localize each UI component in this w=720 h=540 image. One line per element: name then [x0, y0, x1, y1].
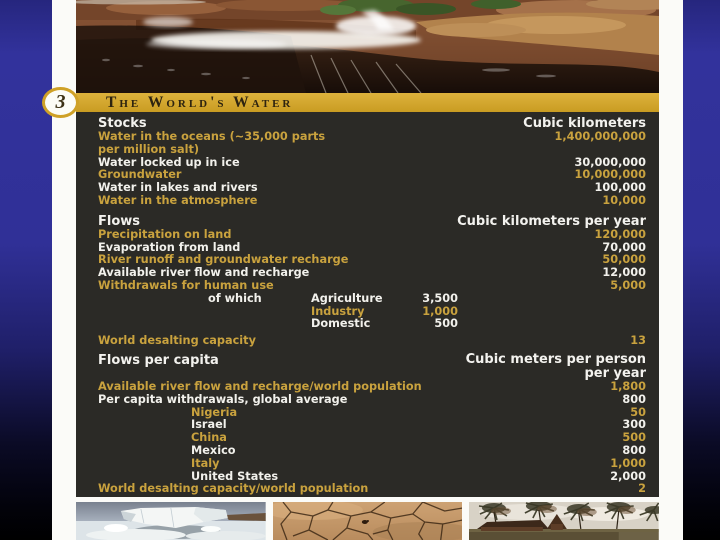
- slide-title: The World's Water: [106, 93, 294, 111]
- bottom-photo-strip: [76, 502, 659, 540]
- country-value: 500: [622, 431, 646, 445]
- country-value: 2,000: [610, 469, 646, 483]
- waterfall-photo-art: [76, 0, 659, 93]
- table-row: [98, 394, 646, 407]
- subrow-label: Industry: [311, 304, 365, 318]
- country-value: 300: [622, 418, 646, 432]
- table-row: [98, 335, 646, 348]
- row-value: 5,000: [610, 278, 646, 292]
- country-value: 800: [622, 443, 646, 457]
- palm-huts-photo: [469, 502, 659, 540]
- section-unit: [466, 353, 646, 381]
- subrow-prefix: of which: [208, 291, 262, 305]
- row-value: 30,000,000: [574, 155, 646, 169]
- country-label: United States: [191, 469, 279, 483]
- cracked-earth-photo: [273, 502, 463, 540]
- page-sheet: [52, 0, 683, 540]
- row-value: 100,000: [594, 181, 646, 195]
- stocks-section-header: [98, 116, 646, 131]
- section-unit: Cubic kilometers per year: [457, 213, 646, 229]
- water-data-table: [76, 112, 659, 497]
- subrow-label: Domestic: [311, 317, 371, 331]
- row-label: World desalting capacity/world population: [98, 482, 369, 496]
- section-title: Flows per capita: [98, 352, 219, 368]
- table-row: [98, 483, 646, 496]
- table-row: [98, 195, 646, 208]
- table-row: [98, 229, 646, 242]
- country-value: 1,000: [610, 456, 646, 470]
- row-label: Available river flow and recharge: [98, 266, 310, 280]
- row-value: 2: [638, 482, 646, 496]
- row-value: 12,000: [602, 266, 646, 280]
- palm-huts-photo-art: [469, 502, 659, 540]
- section-title: Stocks: [98, 116, 147, 131]
- country-label: Israel: [191, 418, 227, 432]
- country-label: China: [191, 431, 227, 445]
- country-row: [98, 458, 646, 471]
- row-label: Water in the atmosphere: [98, 193, 258, 207]
- country-label: Mexico: [191, 443, 236, 457]
- row-label: Water in the oceans (~35,000 parts per million salt): [98, 130, 326, 156]
- row-label: Evaporation from land: [98, 240, 241, 254]
- cracked-earth-photo-art: [273, 502, 463, 540]
- table-row: [98, 280, 646, 293]
- row-label: World desalting capacity: [98, 334, 256, 348]
- unit-line-1: Cubic meters per person: [465, 351, 646, 367]
- row-label: Per capita withdrawals, global average: [98, 392, 348, 406]
- row-value: 1,400,000,000: [554, 130, 646, 143]
- country-row: [98, 419, 646, 432]
- subrow-value: 500: [434, 317, 458, 331]
- subrow-value: 1,000: [422, 304, 458, 318]
- row-label: Available river flow and recharge/world population: [98, 379, 422, 393]
- waterfall-photo: [76, 0, 659, 93]
- row-value: 13: [630, 334, 646, 348]
- row-label: Water locked up in ice: [98, 155, 240, 169]
- iceberg-photo-art: [76, 502, 266, 540]
- country-row: [98, 407, 646, 420]
- country-label: Italy: [191, 456, 220, 470]
- table-subrow: [98, 306, 646, 319]
- row-label: Groundwater: [98, 168, 182, 182]
- country-row: [98, 432, 646, 445]
- section-title: Flows: [98, 213, 141, 229]
- subrow-label: Agriculture: [311, 291, 383, 305]
- subrow-value: 3,500: [422, 291, 458, 305]
- row-value: 800: [622, 392, 646, 406]
- page-content: [55, 0, 659, 540]
- table-subrow: [98, 318, 646, 331]
- row-value: 1,800: [610, 379, 646, 393]
- row-value: 70,000: [602, 240, 646, 254]
- row-value: 120,000: [594, 227, 646, 241]
- row-value: 10,000: [602, 193, 646, 207]
- table-row: [98, 131, 646, 157]
- country-label: Nigeria: [191, 405, 238, 419]
- row-label: Precipitation on land: [98, 227, 232, 241]
- flows-section-header: [98, 214, 646, 229]
- row-label: Water in lakes and rivers: [98, 181, 258, 195]
- per-capita-section-header: [98, 353, 646, 381]
- iceberg-photo: [76, 502, 266, 540]
- unit-line-2: per year: [584, 365, 646, 381]
- row-label: Withdrawals for human use: [98, 278, 274, 292]
- country-value: 50: [630, 405, 646, 419]
- row-value: 10,000,000: [574, 168, 646, 182]
- section-unit: Cubic kilometers: [523, 116, 646, 131]
- country-row: [98, 445, 646, 458]
- table-row: [98, 381, 646, 394]
- table-subrow: [98, 293, 646, 306]
- row-value: 50,000: [602, 253, 646, 267]
- chapter-number: 3: [55, 91, 66, 113]
- chapter-badge: [42, 87, 79, 118]
- title-banner: [55, 91, 659, 113]
- row-label: River runoff and groundwater recharge: [98, 253, 349, 267]
